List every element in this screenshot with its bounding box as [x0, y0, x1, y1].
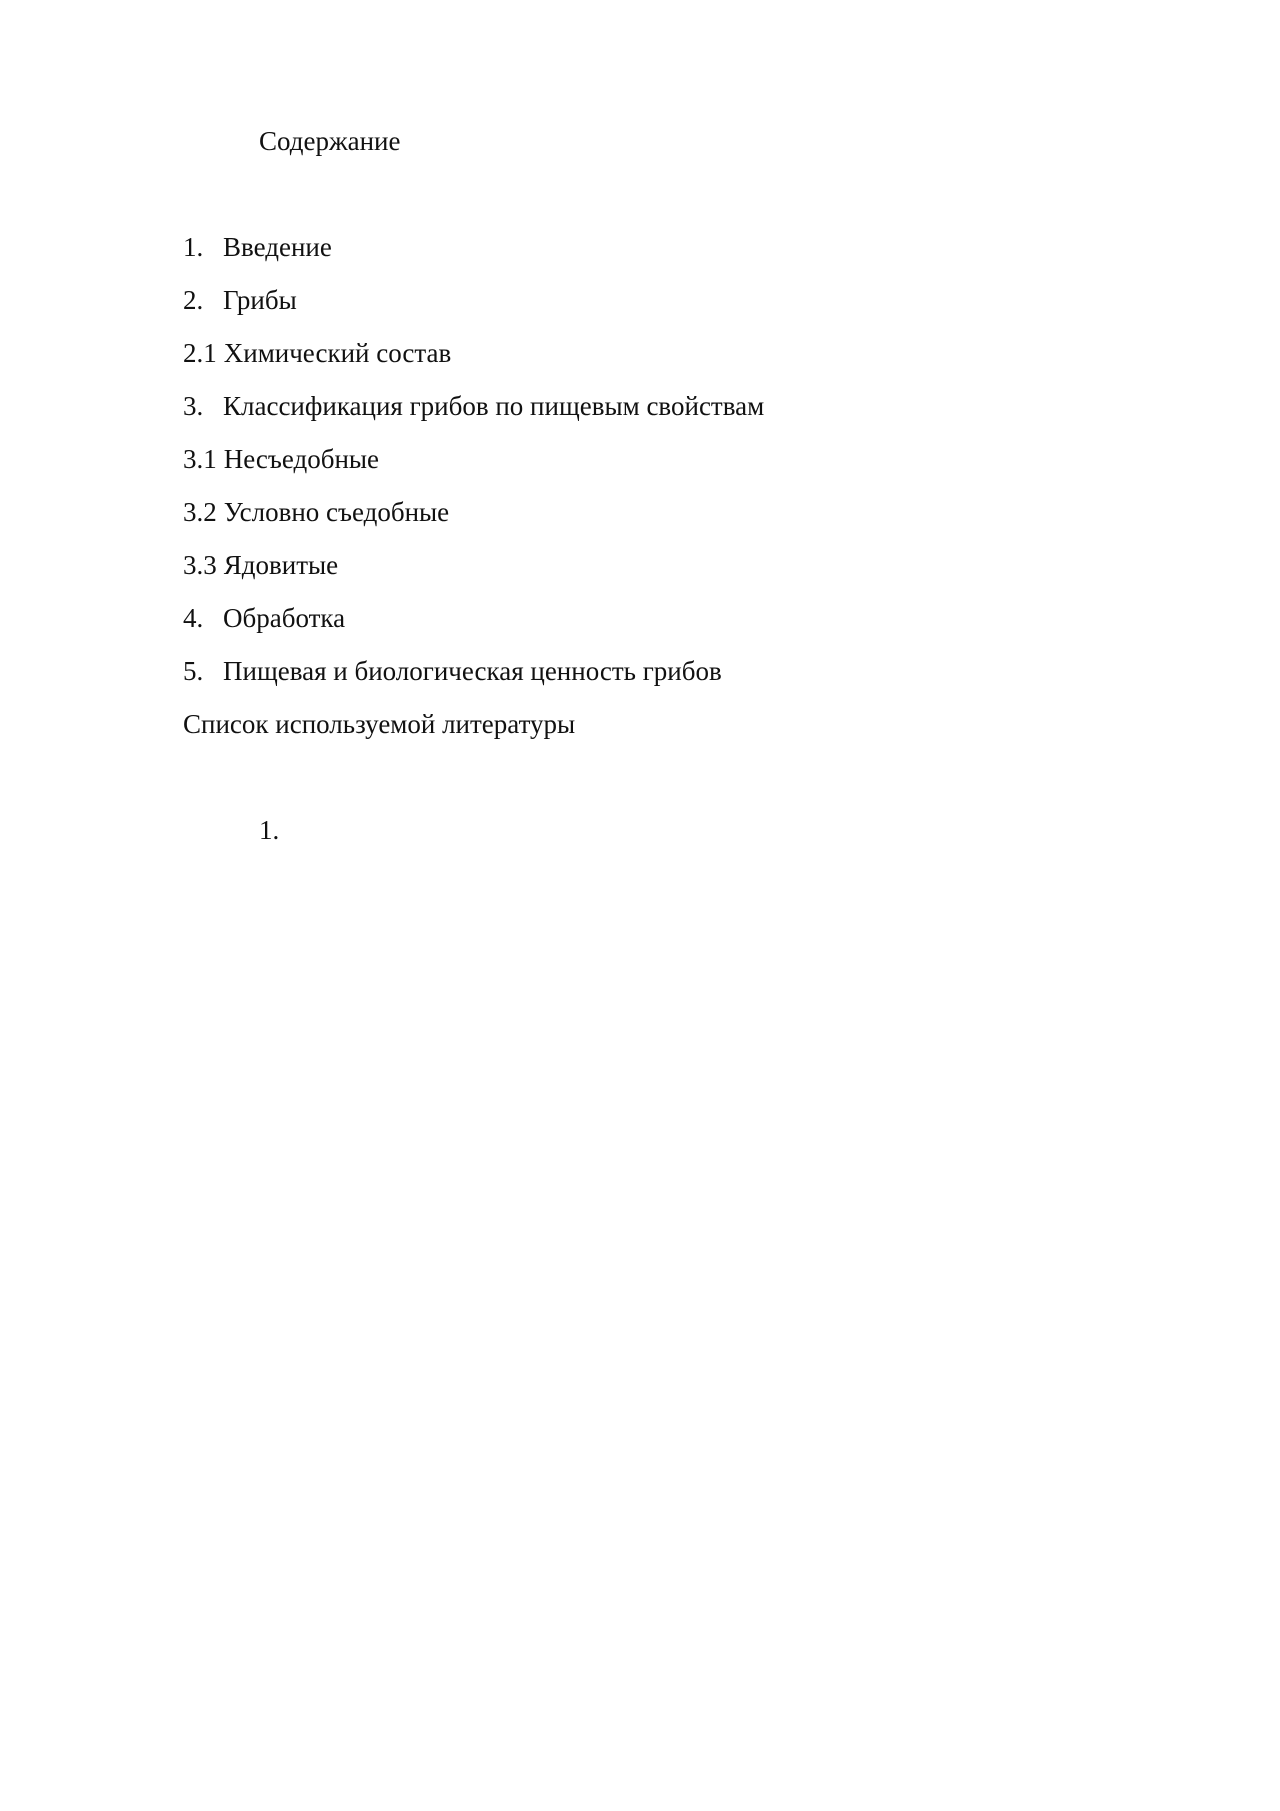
toc-item-text: Ядовитые: [223, 550, 339, 580]
toc-item-text: Условно съедобные: [223, 497, 450, 527]
toc-item-number: 4.: [183, 603, 204, 633]
toc-item: [183, 388, 764, 441]
toc-item-text: Пищевая и биологическая ценность грибов: [223, 656, 722, 686]
toc-item: [183, 335, 764, 388]
toc-item: [183, 282, 764, 335]
toc-item-number: 2.: [183, 285, 204, 315]
toc-item-text: Классификация грибов по пищевым свойствам: [223, 391, 765, 421]
toc-item: [183, 229, 764, 282]
toc-item-number: 3.2: [183, 497, 217, 527]
toc-item-number: 5.: [183, 656, 204, 686]
toc-item-bibliography: [183, 706, 764, 759]
toc-item-text: Введение: [223, 232, 332, 262]
toc-item-text: Список используемой литературы: [183, 709, 576, 739]
toc-item-text: Грибы: [223, 285, 297, 315]
toc-item: [183, 494, 764, 547]
toc-item-number: 2.1: [183, 338, 217, 368]
section-number: 1.: [259, 815, 280, 845]
toc-title: Содержание: [259, 126, 401, 156]
toc-item-text: Обработка: [223, 603, 346, 633]
toc-item-text: Химический состав: [223, 338, 452, 368]
toc-item-number: 3.3: [183, 550, 217, 580]
toc-list: [183, 229, 764, 759]
toc-item: [183, 547, 764, 600]
toc-item: [183, 600, 764, 653]
toc-item-number: 3.1: [183, 444, 217, 474]
toc-item: [183, 441, 764, 494]
toc-item: [183, 653, 764, 706]
toc-item-number: 3.: [183, 391, 204, 421]
toc-item-number: 1.: [183, 232, 204, 262]
toc-item-text: Несъедобные: [223, 444, 380, 474]
